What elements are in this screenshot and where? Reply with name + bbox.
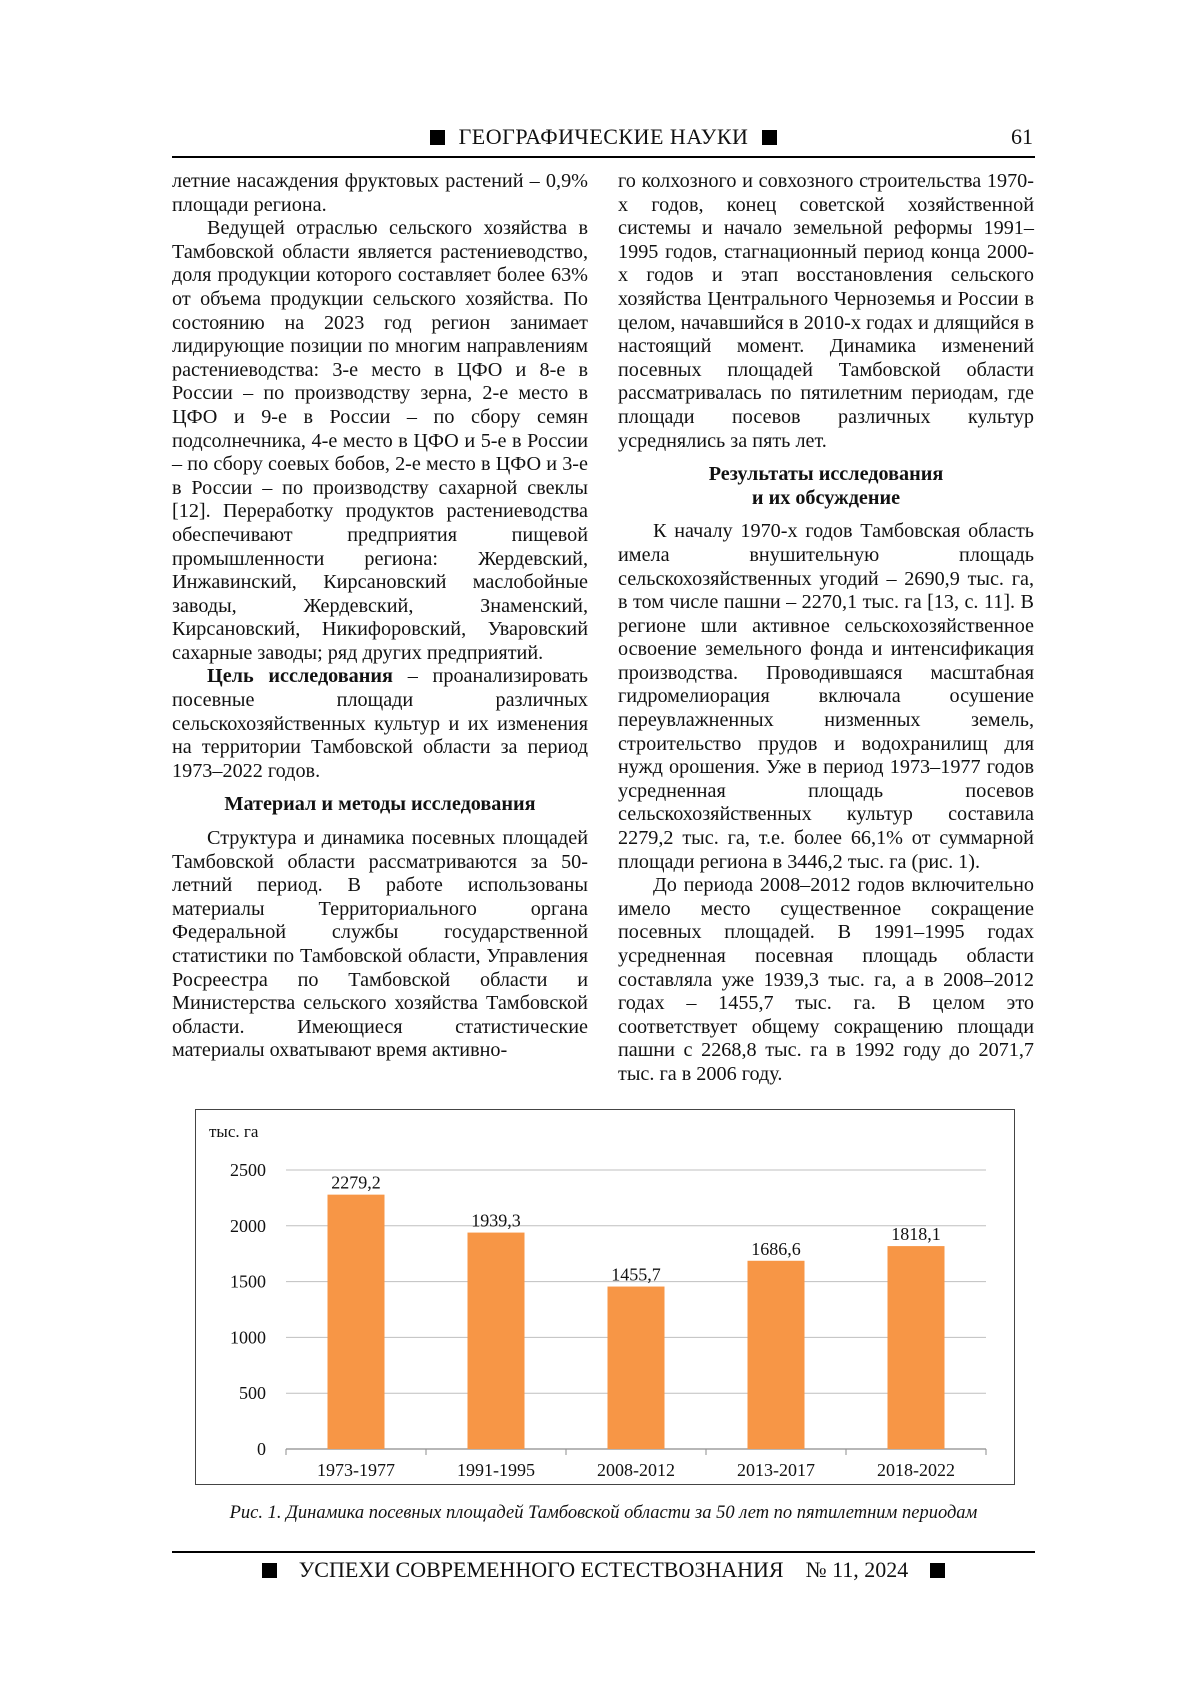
data-label: 1455,7 <box>611 1264 661 1285</box>
left-column <box>172 170 588 1063</box>
running-footer <box>172 1551 1035 1583</box>
y-axis-label: тыс. га <box>209 1122 259 1141</box>
running-header <box>172 122 1035 158</box>
data-label: 1686,6 <box>751 1238 801 1259</box>
section-heading: Материал и методы исследования <box>224 793 536 816</box>
data-label: 1818,1 <box>891 1224 941 1245</box>
square-bullet-icon <box>430 130 445 145</box>
bar-chart <box>196 1110 1016 1486</box>
journal-name: УСПЕХИ СОВРЕМЕННОГО ЕСТЕСТВОЗНАНИЯ <box>298 1557 784 1582</box>
y-tick-label: 2500 <box>230 1160 266 1180</box>
y-tick-label: 1000 <box>230 1327 266 1348</box>
section-heading-line: Результаты исследования <box>708 463 944 486</box>
right-column <box>618 170 1034 1087</box>
x-tick-label: 1991-1995 <box>457 1460 535 1480</box>
page-number: 61 <box>1011 124 1033 149</box>
y-tick-label: 1500 <box>230 1271 266 1292</box>
paragraph: Ведущей отраслью сельского хозяйства в Тамбовской области является растениеводство, доля продукции которого составляет более 63% от объема продукции сельского хозяйства. По состоянию на 2023 год регион занимает лидирующие позиции по многим направлениям растениеводства: 3-е место в ЦФО и 8-е в России – по производству зерна, 2-е место в ЦФО и 9-е в России – по сбору семян подсолнечника, 4-е место в ЦФО и 5-е в России – по сбору соевых бобов, 2-е место в ЦФО и 3-е в России – по производству сахарной свеклы [12]. Переработку продуктов растениеводства обеспечивают предприятия пищевой промышленности региона: Жердевский, Инжавинский, Кирсановский маслобойные заводы, Жердевский, Знаменский, Кирсановский, Никифоровский, Уваровский сахарные заводы; ряд других предприятий. <box>172 217 588 664</box>
square-bullet-icon <box>930 1563 945 1578</box>
section-title-text: ГЕОГРАФИЧЕСКИЕ НАУКИ <box>458 124 749 149</box>
y-tick-label: 0 <box>257 1439 266 1459</box>
paragraph: летние насаждения фруктовых растений – 0,9% площади региона. <box>172 170 588 216</box>
square-bullet-icon <box>262 1563 277 1578</box>
x-tick-label: 2018-2022 <box>877 1460 955 1480</box>
figure-chart <box>195 1109 1015 1485</box>
x-tick-label: 1973-1977 <box>317 1460 395 1480</box>
section-heading <box>618 463 1034 510</box>
data-label: 1939,3 <box>471 1210 521 1231</box>
paragraph <box>172 665 588 783</box>
x-tick-label: 2013-2017 <box>737 1460 815 1480</box>
journal-section-title <box>172 122 1035 152</box>
bar <box>888 1246 945 1449</box>
x-tick-label: 2008-2012 <box>597 1460 675 1480</box>
bar <box>748 1261 805 1449</box>
paragraph-text: – проанализировать посевные площади различных сельскохозяйственных культур и их изменения на территории Тамбовской области за период 1973–2022 годов. <box>172 665 589 782</box>
data-label: 2279,2 <box>331 1172 381 1193</box>
y-tick-label: 2000 <box>230 1215 266 1236</box>
paragraph: го колхозного и совхозного строительства 1970-х годов, конец советской хозяйственной системы и начало земельной реформы 1991–1995 годов, стагнационный период конца 2000-х годов и этап восстановления сельского хозяйства Центрального Черноземья и России в целом, начавшийся в 2010-х годах и длящийся в настоящий момент. Динамика изменений посевных площадей Тамбовской области рассматривалась по пятилетним периодам, где площади посевов различных культур усреднялись за пять лет. <box>618 170 1034 452</box>
figure-caption: Рис. 1. Динамика посевных площадей Тамбовской области за 50 лет по пятилетним периодам <box>229 1503 978 1523</box>
paragraph: Структура и динамика посевных площадей Тамбовской области рассматриваются за 50-летний период. В работе использованы материалы Территориального органа Федеральной службы государственной статистики по Тамбовской области, Управления Росреестра по Тамбовской области и Министерства сельского хозяйства Тамбовской области. Имеющиеся статистические материалы охватывают время активно- <box>172 827 588 1062</box>
y-tick-label: 500 <box>239 1383 266 1404</box>
paragraph-lead: Цель исследования <box>207 665 393 688</box>
paragraph: До периода 2008–2012 годов включительно имело место существенное сокращение посевных площадей. В 1991–1995 годах усредненная посевная площадь области составляла уже 1939,3 тыс. га, а в 2008–2012 годах – 1455,7 тыс. га. В целом это соответствует общему сокращению площади пашни с 2268,8 тыс. га в 1992 году до 2071,7 тыс. га в 2006 году. <box>618 874 1034 1085</box>
square-bullet-icon <box>762 130 777 145</box>
bar <box>328 1195 385 1449</box>
section-heading-line: и их обсуждение <box>751 486 901 509</box>
journal-issue: № 11, 2024 <box>805 1557 909 1582</box>
bar <box>468 1233 525 1449</box>
paragraph: К началу 1970-х годов Тамбовская область имела внушительную площадь сельскохозяйственных угодий – 2690,9 тыс. га, в том числе пашни – 2270,1 тыс. га [13, с. 11]. В регионе шли активное сельскохозяйственное освоение земельного фонда и интенсификация производства. Проводившаяся масштабная гидромелиорация включала осушение переувлажненных низменных земель, строительство прудов и водохранилищ для нужд орошения. Уже в период 1973–1977 годов усредненная площадь посевов сельскохозяйственных культур составила 2279,2 тыс. га, т.е. более 66,1% от суммарной площади региона в 3446,2 тыс. га (рис. 1). <box>618 520 1034 873</box>
bar <box>608 1287 665 1449</box>
